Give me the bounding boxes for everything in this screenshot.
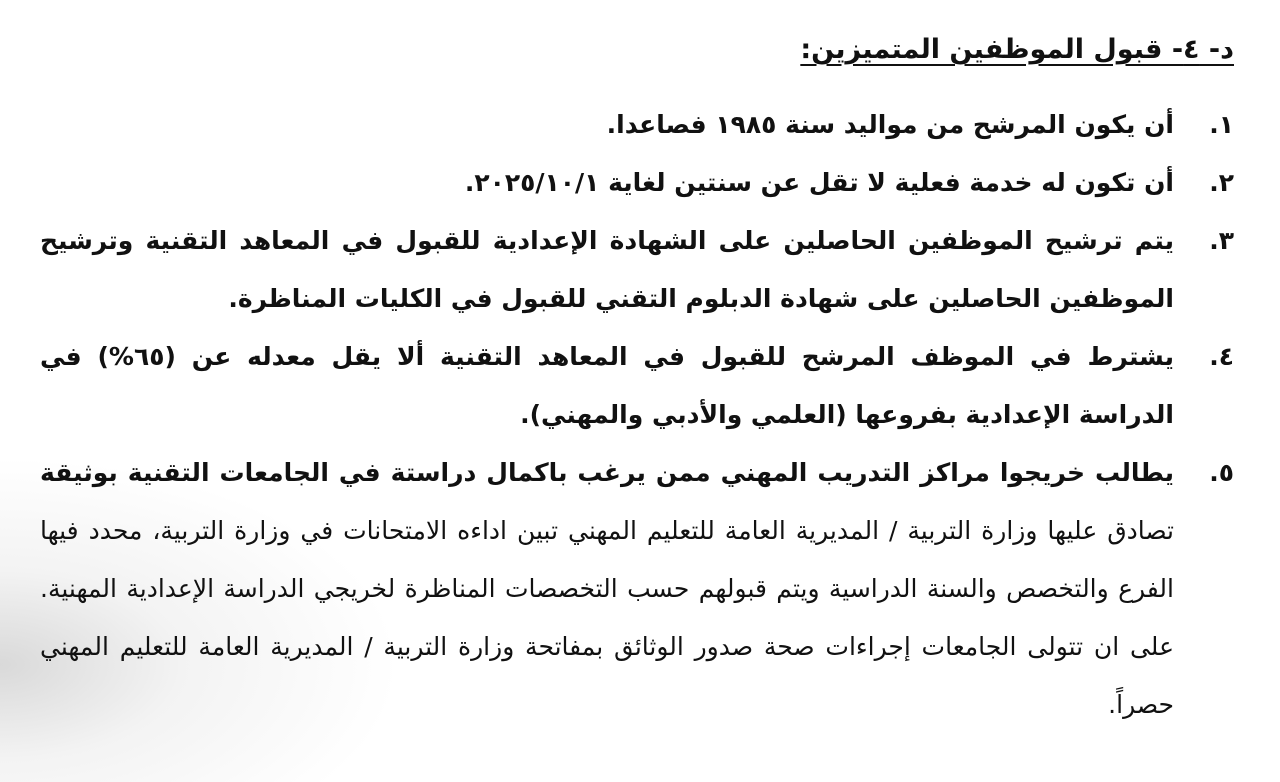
- item-number: ٤.: [1209, 342, 1234, 371]
- list-item: [40, 154, 1234, 212]
- document-body: [40, 30, 1234, 734]
- item-text: يتم ترشيح الموظفين الحاصلين على الشهادة الإعدادية للقبول في المعاهد التقنية وترشيح الموظفين الحاصلين على شهادة الدبلوم التقني للقبول في الكليات المناظرة.: [40, 226, 1174, 313]
- item-text: تصادق عليها وزارة التربية / المديرية العامة للتعليم المهني تبين اداءه الامتحانات في وزارة التربية، محدد فيها الفرع والتخصص والسنة الدراسية ويتم قبولهم حسب التخصصات المناظرة لخريجي الدراسة الإعدادية المهنية. على ان تتولى الجامعات إجراءات صحة صدور الوثائق بمفاتحة وزارة التربية / المديرية العامة للتعليم المهني حصراً.: [40, 516, 1174, 719]
- item-text-container: [40, 444, 1174, 734]
- list-item: [40, 96, 1234, 154]
- list-item: [40, 444, 1234, 734]
- list-item: [40, 212, 1234, 328]
- item-lead-text: يطالب خريجوا مراكز التدريب المهني ممن يرغب باكمال دراستة في الجامعات التقنية بوثيقة: [40, 458, 1174, 487]
- item-text: يشترط في الموظف المرشح للقبول في المعاهد التقنية ألا يقل معدله عن (٦٥%) في الدراسة الإعدادية بفروعها (العلمي والأدبي والمهني).: [40, 342, 1174, 429]
- item-number: ٢.: [1209, 168, 1234, 197]
- item-number: ١.: [1209, 110, 1234, 139]
- section-heading: د- ٤- قبول الموظفين المتميزين:: [800, 34, 1234, 65]
- item-text: أن تكون له خدمة فعلية لا تقل عن سنتين لغاية ٢٠٢٥/١٠/١.: [464, 168, 1174, 197]
- item-number: ٣.: [1209, 226, 1234, 255]
- item-text: أن يكون المرشح من مواليد سنة ١٩٨٥ فصاعدا.: [606, 110, 1174, 139]
- list-item: [40, 328, 1234, 444]
- requirements-list: [40, 96, 1234, 734]
- item-number: ٥.: [1209, 458, 1234, 487]
